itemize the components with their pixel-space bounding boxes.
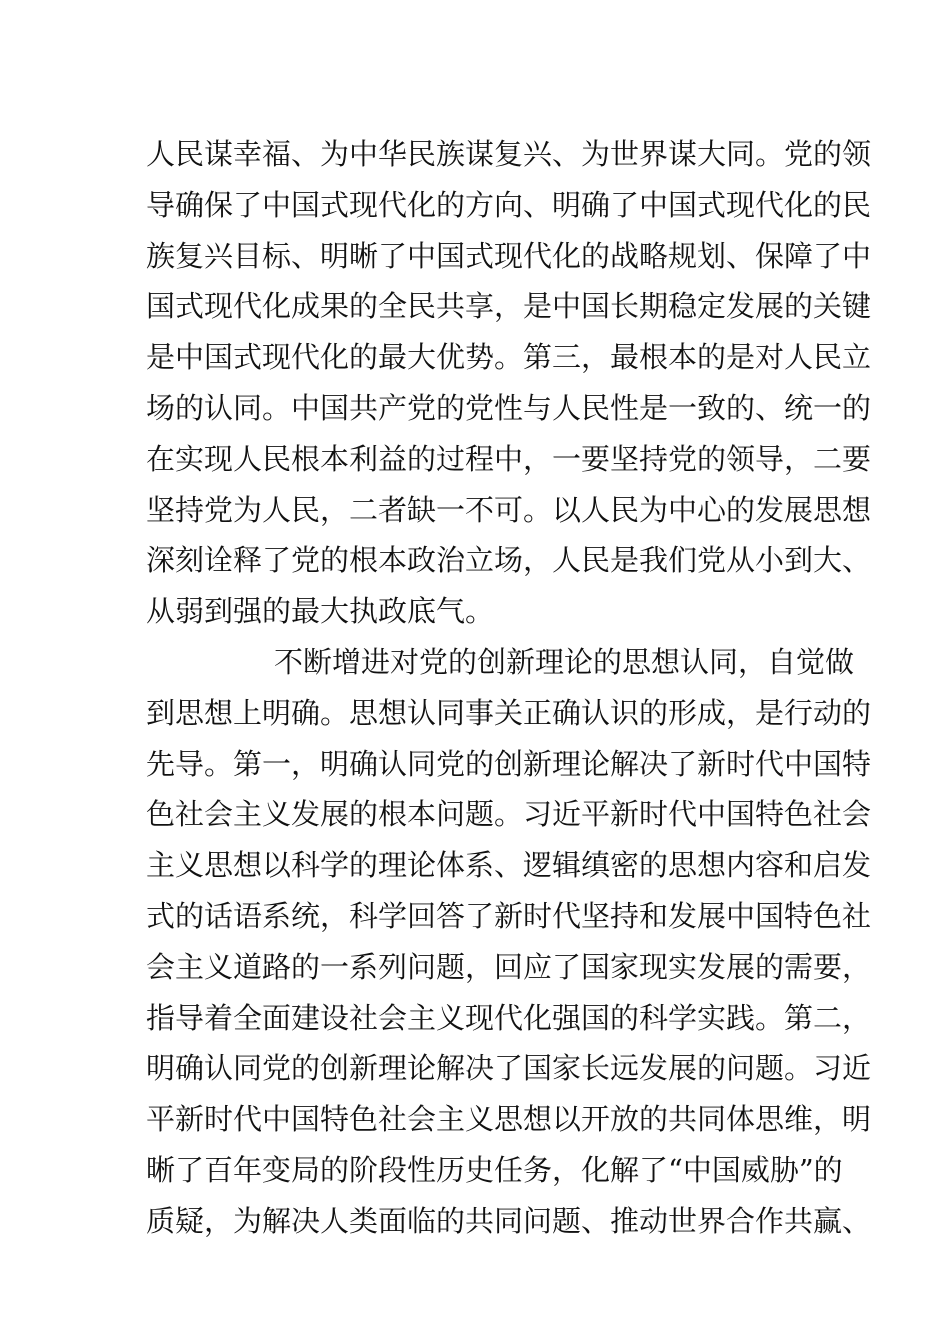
text-line: 坚持党为人民，二者缺一不可。以人民为中心的发展思想 xyxy=(146,492,872,527)
text-line: 晰了百年变局的阶段性历史任务，化解了“中国威胁”的 xyxy=(146,1152,843,1187)
text-line: 质疑，为解决人类面临的共同问题、推动世界合作共赢、 xyxy=(146,1203,872,1238)
text-line: 平新时代中国特色社会主义思想以开放的共同体思维，明 xyxy=(146,1102,872,1137)
text-line-indented: 不断增进对党的创新理论的思想认同，自觉做 xyxy=(274,644,855,679)
text-line: 式的话语系统，科学回答了新时代坚持和发展中国特色社 xyxy=(146,898,872,933)
text-line: 场的认同。中国共产党的党性与人民性是一致的、统一的 xyxy=(146,390,872,425)
text-line: 指导着全面建设社会主义现代化强国的科学实践。第二， xyxy=(146,1000,872,1035)
text-line: 导确保了中国式现代化的方向、明确了中国式现代化的民 xyxy=(146,187,872,222)
text-line: 先导。第一，明确认同党的创新理论解决了新时代中国特 xyxy=(146,746,872,781)
text-line: 人民谋幸福、为中华民族谋复兴、为世界谋大同。党的领 xyxy=(146,137,872,171)
text-line: 色社会主义发展的根本问题。习近平新时代中国特色社会 xyxy=(146,797,872,832)
text-line: 到思想上明确。思想认同事关正确认识的形成，是行动的 xyxy=(146,695,872,730)
paragraph-1 xyxy=(146,129,872,637)
text-line: 是中国式现代化的最大优势。第三，最根本的是对人民立 xyxy=(146,340,872,375)
body-text xyxy=(146,129,872,1247)
text-line: 主义思想以科学的理论体系、逻辑缜密的思想内容和启发 xyxy=(146,848,872,883)
text-line: 国式现代化成果的全民共享，是中国长期稳定发展的关键 xyxy=(146,289,872,324)
text-line: 族复兴目标、明晰了中国式现代化的战略规划、保障了中 xyxy=(146,238,872,273)
text-line: 明确认同党的创新理论解决了国家长远发展的问题。习近 xyxy=(146,1051,872,1086)
paragraph-2 xyxy=(146,637,872,1247)
text-line: 会主义道路的一系列问题，回应了国家现实发展的需要， xyxy=(146,949,872,984)
text-line: 深刻诠释了党的根本政治立场，人民是我们党从小到大、 xyxy=(146,543,872,578)
text-line: 从弱到强的最大执政底气。 xyxy=(146,594,495,629)
text-line: 在实现人民根本利益的过程中，一要坚持党的领导，二要 xyxy=(146,441,872,476)
